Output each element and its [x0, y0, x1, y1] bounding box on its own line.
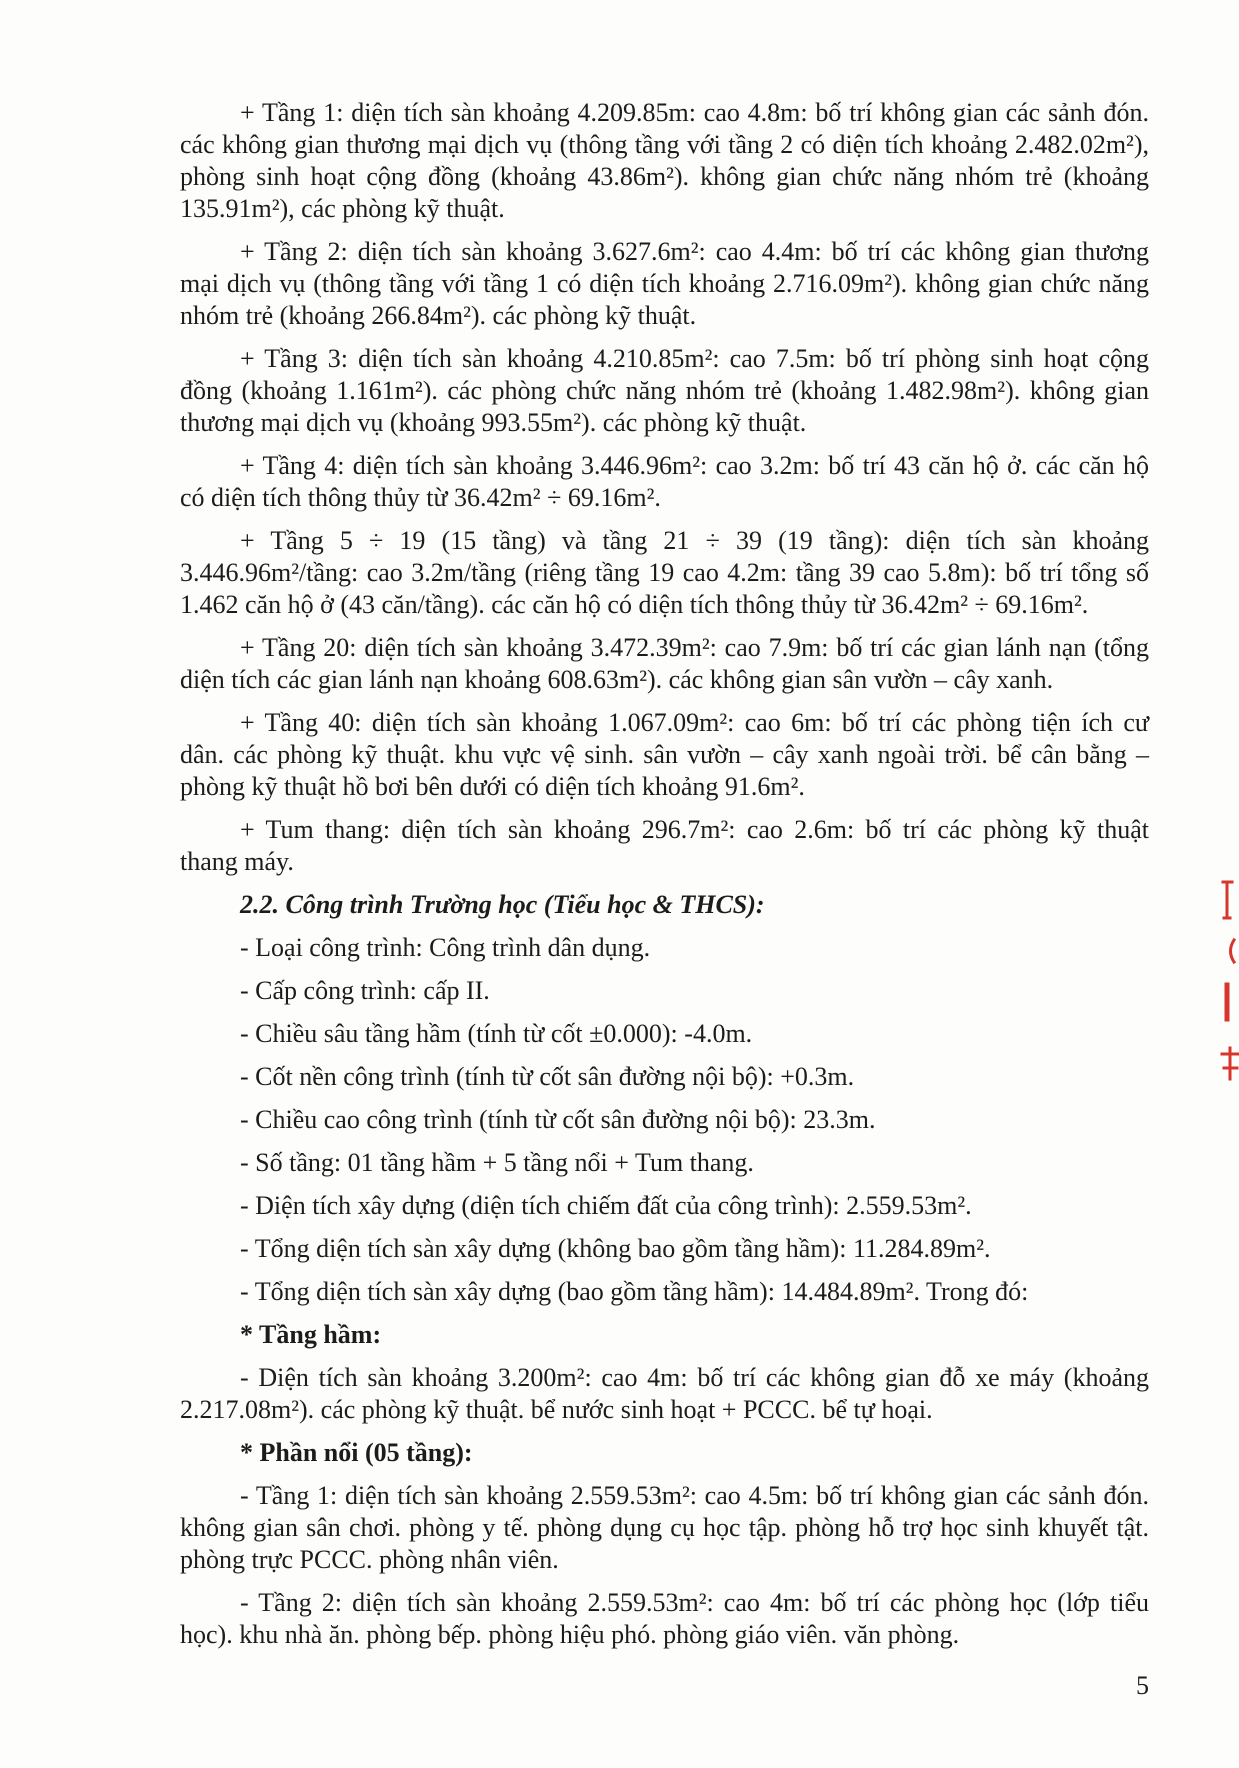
paragraph-line: đồng (khoảng 1.161m²). các phòng chức năng nhóm trẻ (khoảng 1.482.98m²). không gian — [180, 376, 1149, 405]
paragraph — [180, 814, 1149, 878]
paragraph-line: dân. các phòng kỹ thuật. khu vực vệ sinh. sân vườn – cây xanh ngoài trời. bể cân bằng – — [180, 740, 1149, 769]
paragraph-line: - Chiều cao công trình (tính từ cốt sân đường nội bộ): 23.3m. — [240, 1105, 876, 1134]
paragraph — [180, 236, 1149, 332]
subsection-heading — [180, 1319, 1149, 1351]
paragraph — [180, 707, 1149, 803]
paragraph-line: - Tổng diện tích sàn xây dựng (bao gồm tầng hầm): 14.484.89m². Trong đó: — [240, 1277, 1029, 1306]
paragraph-line: 135.91m²), các phòng kỹ thuật. — [180, 194, 505, 223]
paragraph-line: + Tầng 5 ÷ 19 (15 tầng) và tầng 21 ÷ 39 (19 tầng): diện tích sàn khoảng — [240, 526, 1149, 555]
paragraph-line: - Cốt nền công trình (tính từ cốt sân đường nội bộ): +0.3m. — [240, 1062, 855, 1091]
paragraph — [180, 525, 1149, 621]
paragraph-line: các không gian thương mại dịch vụ (thông tầng với tầng 2 có diện tích khoảng 2.482.02m²), — [180, 130, 1149, 159]
paragraph — [180, 1018, 1149, 1050]
paragraph-line: - Số tầng: 01 tầng hầm + 5 tầng nổi + Tum thang. — [240, 1148, 754, 1177]
paragraph-line: thang máy. — [180, 847, 294, 876]
paragraph-line: thương mại dịch vụ (khoảng 993.55m²). các phòng kỹ thuật. — [180, 408, 807, 437]
paragraph — [180, 1362, 1149, 1426]
section-heading — [180, 889, 1149, 921]
paragraph-line: - Tầng 2: diện tích sàn khoảng 2.559.53m²: cao 4m: bố trí các phòng học (lớp tiểu — [240, 1588, 1149, 1617]
paragraph-line: - Cấp công trình: cấp II. — [240, 976, 490, 1005]
paragraph-line: + Tầng 40: diện tích sàn khoảng 1.067.09m²: cao 6m: bố trí các phòng tiện ích cư — [240, 708, 1149, 737]
paragraph-line: không gian sân chơi. phòng y tế. phòng dụng cụ học tập. phòng hỗ trợ học sinh khuyết tật. — [180, 1513, 1149, 1542]
paragraph — [180, 1104, 1149, 1136]
paragraph-line: - Loại công trình: Công trình dân dụng. — [240, 933, 651, 962]
paragraph-line: + Tầng 3: diện tích sàn khoảng 4.210.85m²: cao 7.5m: bố trí phòng sinh hoạt cộng — [240, 344, 1149, 373]
paragraph-line: 3.446.96m²/tầng: cao 3.2m/tầng (riêng tầng 19 cao 4.2m: tầng 39 cao 5.8m): bố trí tổng số — [180, 558, 1149, 587]
paragraph-line: - Chiều sâu tầng hầm (tính từ cốt ±0.000): -4.0m. — [240, 1019, 753, 1048]
paragraph-line: - Diện tích sàn khoảng 3.200m²: cao 4m: bố trí các không gian đỗ xe máy (khoảng — [240, 1363, 1149, 1392]
paragraph-line: có diện tích thông thủy từ 36.42m² ÷ 69.16m². — [180, 483, 661, 512]
stamp-fragment — [1218, 876, 1239, 1084]
paragraph — [180, 1480, 1149, 1576]
paragraph — [180, 1587, 1149, 1651]
paragraph — [180, 975, 1149, 1007]
paragraph-line: phòng sinh hoạt cộng đồng (khoảng 43.86m²). không gian chức năng nhóm trẻ (khoảng — [180, 162, 1149, 191]
paragraph-line: + Tầng 4: diện tích sàn khoảng 3.446.96m²: cao 3.2m: bố trí 43 căn hộ ở. các căn hộ — [240, 451, 1149, 480]
paragraph-line: phòng trực PCCC. phòng nhân viên. — [180, 1545, 559, 1574]
paragraph — [180, 632, 1149, 696]
paragraph — [180, 450, 1149, 514]
paragraph-line: + Tầng 20: diện tích sàn khoảng 3.472.39m²: cao 7.9m: bố trí các gian lánh nạn (tổng — [240, 633, 1149, 662]
paragraph-line: - Diện tích xây dựng (diện tích chiếm đất của công trình): 2.559.53m². — [240, 1191, 972, 1220]
paragraph-line: - Tổng diện tích sàn xây dựng (không bao gồm tầng hầm): 11.284.89m². — [240, 1234, 991, 1263]
paragraph-line: + Tầng 2: diện tích sàn khoảng 3.627.6m²: cao 4.4m: bố trí các không gian thương — [240, 237, 1149, 266]
paragraph — [180, 1147, 1149, 1179]
subsection-heading — [180, 1437, 1149, 1469]
paragraph-line: - Tầng 1: diện tích sàn khoảng 2.559.53m²: cao 4.5m: bố trí không gian các sảnh đón. — [240, 1481, 1149, 1510]
subsection-heading-text: * Phần nổi (05 tầng): — [240, 1438, 473, 1467]
page-number: 5 — [1136, 1671, 1149, 1700]
paragraph — [180, 1233, 1149, 1265]
paragraph-line: + Tầng 1: diện tích sàn khoảng 4.209.85m: cao 4.8m: bố trí không gian các sảnh đón. — [240, 98, 1149, 127]
paragraph-line: diện tích các gian lánh nạn khoảng 608.63m²). các không gian sân vườn – cây xanh. — [180, 665, 1054, 694]
paragraph-line: + Tum thang: diện tích sàn khoảng 296.7m²: cao 2.6m: bố trí các phòng kỹ thuật — [240, 815, 1149, 844]
paragraph-line: phòng kỹ thuật hồ bơi bên dưới có diện tích khoảng 91.6m². — [180, 772, 805, 801]
paragraph-line: mại dịch vụ (thông tầng với tầng 1 có diện tích khoảng 2.716.09m²). không gian chức năng — [180, 269, 1149, 298]
paragraph — [180, 1276, 1149, 1308]
paragraph-line: nhóm trẻ (khoảng 266.84m²). các phòng kỹ thuật. — [180, 301, 697, 330]
paragraph-line: 1.462 căn hộ ở (43 căn/tầng). các căn hộ có diện tích thông thủy từ 36.42m² ÷ 69.16m². — [180, 590, 1089, 619]
document-body — [180, 97, 1149, 1662]
paragraph — [180, 343, 1149, 439]
paragraph — [180, 932, 1149, 964]
paragraph — [180, 1061, 1149, 1093]
section-heading-text: 2.2. Công trình Trường học (Tiểu học & THCS): — [240, 890, 765, 919]
paragraph-line: học). khu nhà ăn. phòng bếp. phòng hiệu phó. phòng giáo viên. văn phòng. — [180, 1620, 960, 1649]
paragraph — [180, 97, 1149, 225]
paragraph — [180, 1190, 1149, 1222]
paragraph-line: 2.217.08m²). các phòng kỹ thuật. bể nước sinh hoạt + PCCC. bể tự hoại. — [180, 1395, 933, 1424]
subsection-heading-text: * Tầng hầm: — [240, 1320, 382, 1349]
